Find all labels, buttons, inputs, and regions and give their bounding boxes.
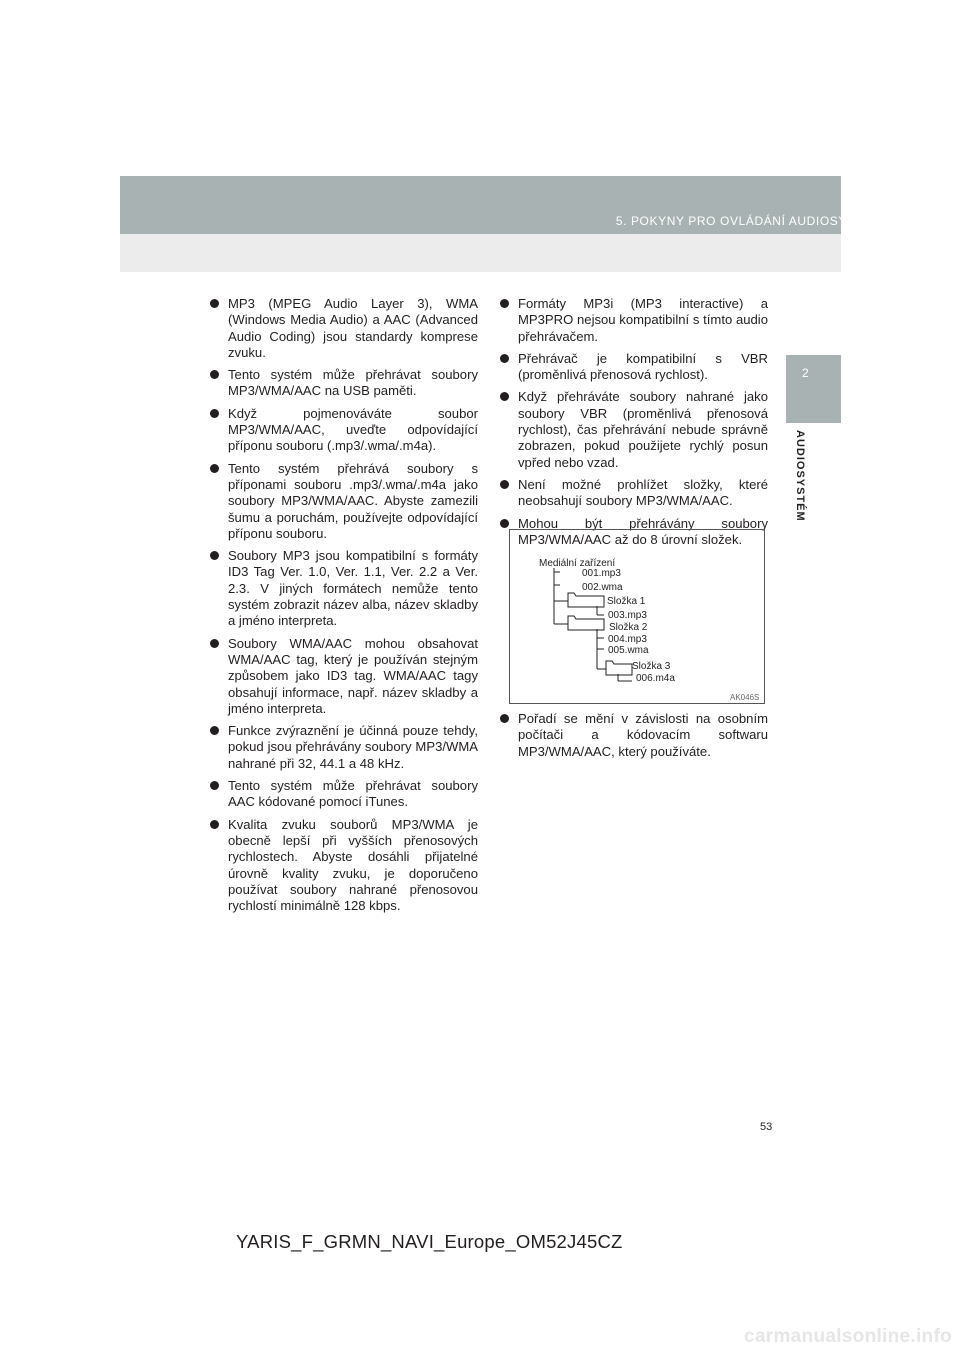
bullet-item: Mohou být přehrávány soubory MP3/WMA/AAC až do 8 úrovní složek. <box>498 516 768 549</box>
tree-label-folder: Složka 2 <box>609 622 648 633</box>
bullet-item: Soubory WMA/AAC mohou obsahovat WMA/AAC tag, který je používán stejným způsobem jako ID3 tag. WMA/AAC tagy obsahují informace, např. název skladby a jméno interpreta. <box>208 636 478 717</box>
folder-icon <box>568 593 604 607</box>
tree-label-file: 004.mp3 <box>608 634 647 645</box>
folder-icon <box>606 661 632 675</box>
chapter-label: AUDIOSYSTÉM <box>794 430 806 522</box>
page-number: 53 <box>760 1121 773 1133</box>
header-subband <box>120 234 841 272</box>
right-bullet-list-2 <box>498 711 768 760</box>
bullet-item: Tento systém může přehrávat soubory AAC kódované pomocí iTunes. <box>208 778 478 811</box>
chapter-number: 2 <box>802 366 809 380</box>
watermark[interactable]: carmanualsonline.info <box>744 1326 952 1347</box>
chapter-label-container <box>786 430 841 550</box>
bullet-dot-icon <box>500 480 509 489</box>
tree-label-file: 002.wma <box>582 582 623 593</box>
right-column-after-figure <box>498 711 768 766</box>
tree-label-file: 003.mp3 <box>608 610 647 621</box>
chapter-tab <box>786 355 841 423</box>
left-bullet-list <box>208 296 478 914</box>
bullet-dot-icon <box>210 409 219 418</box>
bullet-item: Přehrávač je kompatibilní s VBR (proměnlivá přenosová rychlost). <box>498 351 768 384</box>
document-id: YARIS_F_GRMN_NAVI_Europe_OM52J45CZ <box>236 1231 623 1252</box>
bullet-dot-icon <box>500 354 509 363</box>
bullet-dot-icon <box>210 299 219 308</box>
tree-label-folder: Složka 1 <box>607 596 646 607</box>
bullet-dot-icon <box>500 519 509 528</box>
bullet-item: MP3 (MPEG Audio Layer 3), WMA (Windows Media Audio) a AAC (Advanced Audio Coding) jsou standardy komprese zvuku. <box>208 296 478 361</box>
tree-label-folder: Složka 3 <box>632 661 671 672</box>
tree-label-file: 006.m4a <box>636 673 675 684</box>
bullet-item: Kvalita zvuku souborů MP3/WMA je obecně lepší při vyšších přenosových rychlostech. Abyste dosáhli přijatelné úrovně kvality zvuku, je doporučeno používat soubory nahrané přenosovou rychlostí minimálně 128 kbps. <box>208 817 478 915</box>
bullet-item: Pořadí se mění v závislosti na osobním počítači a kódovacím softwaru MP3/WMA/AAC, který používáte. <box>498 711 768 760</box>
section-title: 5. POKYNY PRO OVLÁDÁNÍ AUDIOSYSTÉMU <box>615 214 892 228</box>
figure-code: AK046S <box>730 693 760 702</box>
bullet-dot-icon <box>210 726 219 735</box>
bullet-dot-icon <box>500 392 509 401</box>
bullet-dot-icon <box>210 820 219 829</box>
folder-icon <box>568 616 604 630</box>
bullet-dot-icon <box>500 714 509 723</box>
folder-structure-figure <box>509 529 765 704</box>
bullet-item: Není možné prohlížet složky, které neobsahují soubory MP3/WMA/AAC. <box>498 477 768 510</box>
right-bullet-list <box>498 296 768 548</box>
bullet-item: Formáty MP3i (MP3 interactive) a MP3PRO nejsou kompatibilní s tímto audio přehrávačem. <box>498 296 768 345</box>
bullet-item: Když pojmenováváte soubor MP3/WMA/AAC, uveďte odpovídající příponu souboru (.mp3/.wma/.m4a). <box>208 406 478 455</box>
bullet-item: Funkce zvýraznění je účinná pouze tehdy, pokud jsou přehrávány soubory MP3/WMA nahrané při 32, 44.1 a 48 kHz. <box>208 723 478 772</box>
bullet-dot-icon <box>500 299 509 308</box>
left-column <box>208 296 478 920</box>
right-column <box>498 296 768 554</box>
tree-label-file: 005.wma <box>608 645 649 656</box>
bullet-dot-icon <box>210 551 219 560</box>
bullet-dot-icon <box>210 781 219 790</box>
bullet-dot-icon <box>210 639 219 648</box>
bullet-dot-icon <box>210 464 219 473</box>
tree-label-root: Mediální zařízení <box>539 558 616 569</box>
bullet-item: Tento systém může přehrávat soubory MP3/WMA/AAC na USB paměti. <box>208 367 478 400</box>
tree-label-file: 001.mp3 <box>582 568 621 579</box>
bullet-item: Soubory MP3 jsou kompatibilní s formáty ID3 Tag Ver. 1.0, Ver. 1.1, Ver. 2.2 a Ver. 2.3. V jiných formátech nemůže tento systém zobrazit název alba, název skladby a jméno interpreta. <box>208 548 478 629</box>
bullet-item: Tento systém přehrává soubory s příponami souboru .mp3/.wma/.m4a jako soubory MP3/WMA/AAC. Abyste zamezili šumu a poruchám, používejte odpovídající příponu souboru. <box>208 461 478 542</box>
bullet-dot-icon <box>210 370 219 379</box>
bullet-item: Když přehráváte soubory nahrané jako soubory VBR (proměnlivá přenosová rychlost), čas přehrávání nebude správně zobrazen, pokud použijete rychlý posun vpřed nebo vzad. <box>498 389 768 470</box>
